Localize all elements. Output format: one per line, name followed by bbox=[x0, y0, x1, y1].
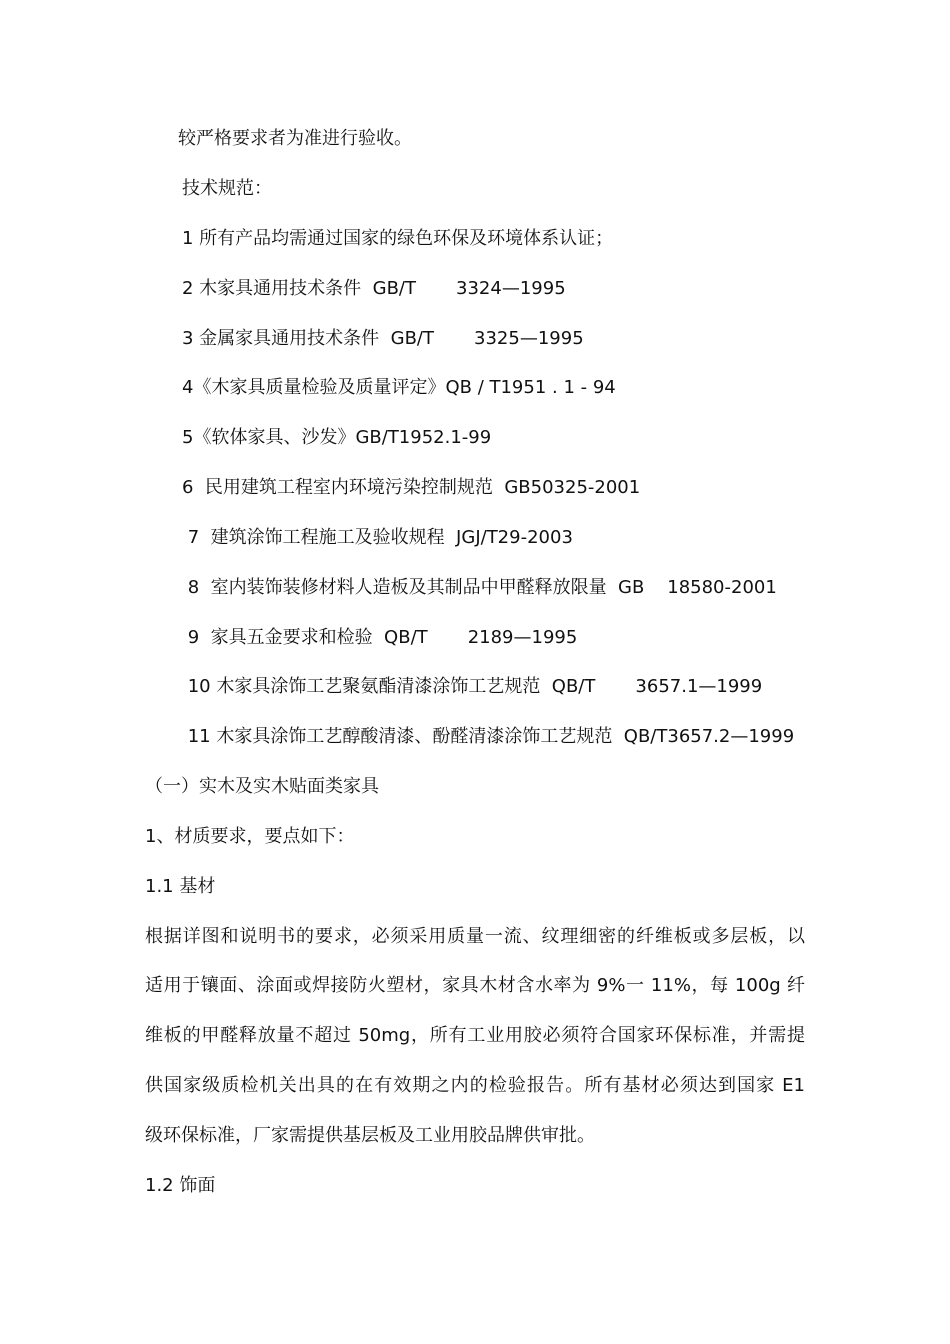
standard-item: 5《软体家具、沙发》GB/T1952.1-99 bbox=[182, 427, 492, 448]
body-line: 供国家级质检机关出具的在有效期之内的检验报告。所有基材必须达到国家 E1 bbox=[145, 1075, 805, 1096]
standard-item: 11 木家具涂饰工艺醇酸清漆、酚醛清漆涂饰工艺规范 QB/T3657.2—1999 bbox=[182, 726, 795, 747]
standard-item: 4《木家具质量检验及质量评定》QB / T1951 . 1 - 94 bbox=[182, 377, 616, 398]
body-line: 适用于镶面、涂面或焊接防火塑材，家具木材含水率为 9%一 11%，每 100g 纤 bbox=[145, 975, 805, 996]
body-line: 级环保标准，厂家需提供基层板及工业用胶品牌供审批。 bbox=[145, 1125, 595, 1146]
tech-spec-heading: 技术规范： bbox=[182, 178, 272, 199]
standard-item: 2 木家具通用技术条件 GB/T 3324—1995 bbox=[182, 278, 566, 299]
standard-item: 10 木家具涂饰工艺聚氨酯清漆涂饰工艺规范 QB/T 3657.1—1999 bbox=[182, 676, 763, 697]
standard-item: 7 建筑涂饰工程施工及验收规程 JGJ/T29-2003 bbox=[182, 527, 573, 548]
standard-item: 1 所有产品均需通过国家的绿色环保及环境体系认证； bbox=[182, 228, 614, 249]
standard-item: 8 室内装饰装修材料人造板及其制品中甲醛释放限量 GB 18580-2001 bbox=[182, 577, 777, 598]
standard-item: 3 金属家具通用技术条件 GB/T 3325—1995 bbox=[182, 328, 584, 349]
standard-item: 6 民用建筑工程室内环境污染控制规范 GB50325-2001 bbox=[182, 477, 641, 498]
intro-line: 较严格要求者为准进行验收。 bbox=[178, 128, 412, 149]
material-heading: 1、材质要求，要点如下： bbox=[145, 826, 355, 847]
section-heading: （一）实木及实木贴面类家具 bbox=[145, 776, 379, 797]
subsection-heading: 1.1 基材 bbox=[145, 876, 216, 897]
standard-item: 9 家具五金要求和检验 QB/T 2189—1995 bbox=[182, 627, 578, 648]
body-line: 维板的甲醛释放量不超过 50mg，所有工业用胶必须符合国家环保标准，并需提 bbox=[145, 1025, 805, 1046]
subsection-heading: 1.2 饰面 bbox=[145, 1175, 216, 1196]
body-line: 根据详图和说明书的要求，必须采用质量一流、纹理细密的纤维板或多层板，以 bbox=[145, 926, 805, 947]
